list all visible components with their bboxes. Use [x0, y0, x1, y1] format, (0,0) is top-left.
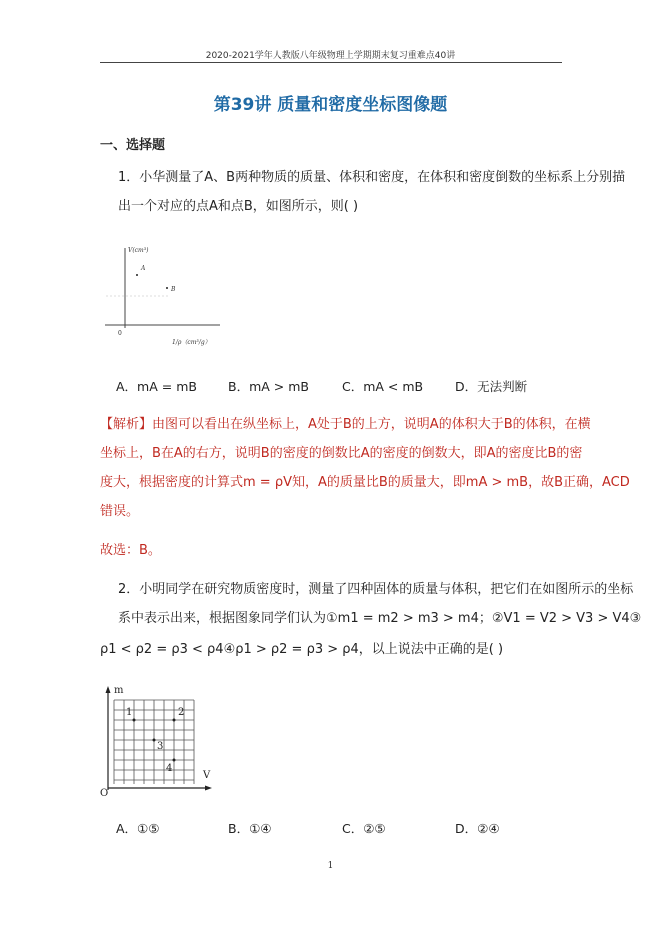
q2-line-3: ρ1 < ρ2 = ρ3 < ρ4④ρ1 > ρ2 = ρ3 > ρ4，以上说法中正确的是( ) [100, 642, 504, 657]
q1-y-label: V(cm³) [128, 247, 149, 254]
q1-analysis-line-3: 度大，根据密度的计算式m = ρV知，A的质量比B的质量大，即mA > mB，故B正确，ACD [100, 475, 630, 490]
q2-figure [100, 682, 220, 802]
q2-x-arrow-icon [205, 786, 212, 791]
q2-line-2: 系中表示出来，根据图象同学们认为①m1 = m2 > m3 > m4；②V1 = V2 > V3 > V4③ [118, 611, 642, 626]
header-divider [100, 62, 562, 63]
q1-analysis-line-2: 坐标上，B在A的右方，说明B的密度的倒数比A的密度的倒数大，即A的密度比B的密 [100, 446, 583, 461]
q2-point-3 [153, 739, 156, 742]
q1-option-d: D．无法判断 [455, 379, 528, 394]
q1-option-a: A．mA = mB [116, 379, 197, 394]
q1-analysis-line-1: 【解析】由图可以看出在纵坐标上，A处于B的上方，说明A的体积大于B的体积，在横 [100, 417, 591, 432]
section-heading: 一、选择题 [100, 138, 166, 153]
page-title: 第39讲 质量和密度坐标图像题 [213, 95, 448, 115]
q2-x-label: V [203, 770, 211, 781]
q1-point-b [166, 287, 168, 289]
q2-point-2 [173, 719, 176, 722]
q2-point-4 [173, 759, 176, 762]
q1-figure [100, 240, 230, 350]
page-header: 2020-2021学年人教版八年级物理上学期期末复习重难点40讲 [205, 51, 456, 61]
q1-analysis-line-4: 错误。 [100, 504, 140, 519]
q2-point-3-label: 3 [157, 741, 164, 752]
q1-option-c: C．mA < mB [342, 379, 424, 394]
q1-origin-label: 0 [118, 330, 122, 337]
q1-line-2: 出一个对应的点A和点B，如图所示，则( ) [118, 199, 359, 214]
q1-option-b: B．mA > mB [228, 379, 309, 394]
q2-y-label: m [114, 685, 124, 696]
q2-y-arrow-icon [106, 686, 111, 693]
page-number: 1 [327, 861, 334, 871]
q1-point-b-label: B [171, 286, 176, 293]
q2-option-a: A．①⑤ [116, 821, 160, 836]
q2-option-d: D．②④ [455, 821, 500, 836]
q2-option-b: B．①④ [228, 821, 272, 836]
q1-line-1: 1．小华测量了A、B两种物质的质量、体积和密度，在体积和密度倒数的坐标系上分别描 [118, 170, 626, 185]
q1-x-label: 1/ρ（cm³/g） [172, 339, 211, 346]
q1-answer: 故选：B。 [100, 543, 161, 558]
q2-point-1-label: 1 [126, 707, 133, 718]
q2-line-1: 2．小明同学在研究物质密度时，测量了四种固体的质量与体积，把它们在如图所示的坐标 [118, 582, 634, 597]
q2-origin-label: O [100, 788, 109, 799]
q2-option-c: C．②⑤ [342, 821, 386, 836]
q1-point-a-label: A [141, 265, 146, 272]
q2-point-2-label: 2 [178, 707, 185, 718]
q2-point-1 [133, 719, 136, 722]
q1-point-a [136, 274, 138, 276]
q2-point-4-label: 4 [166, 763, 173, 774]
